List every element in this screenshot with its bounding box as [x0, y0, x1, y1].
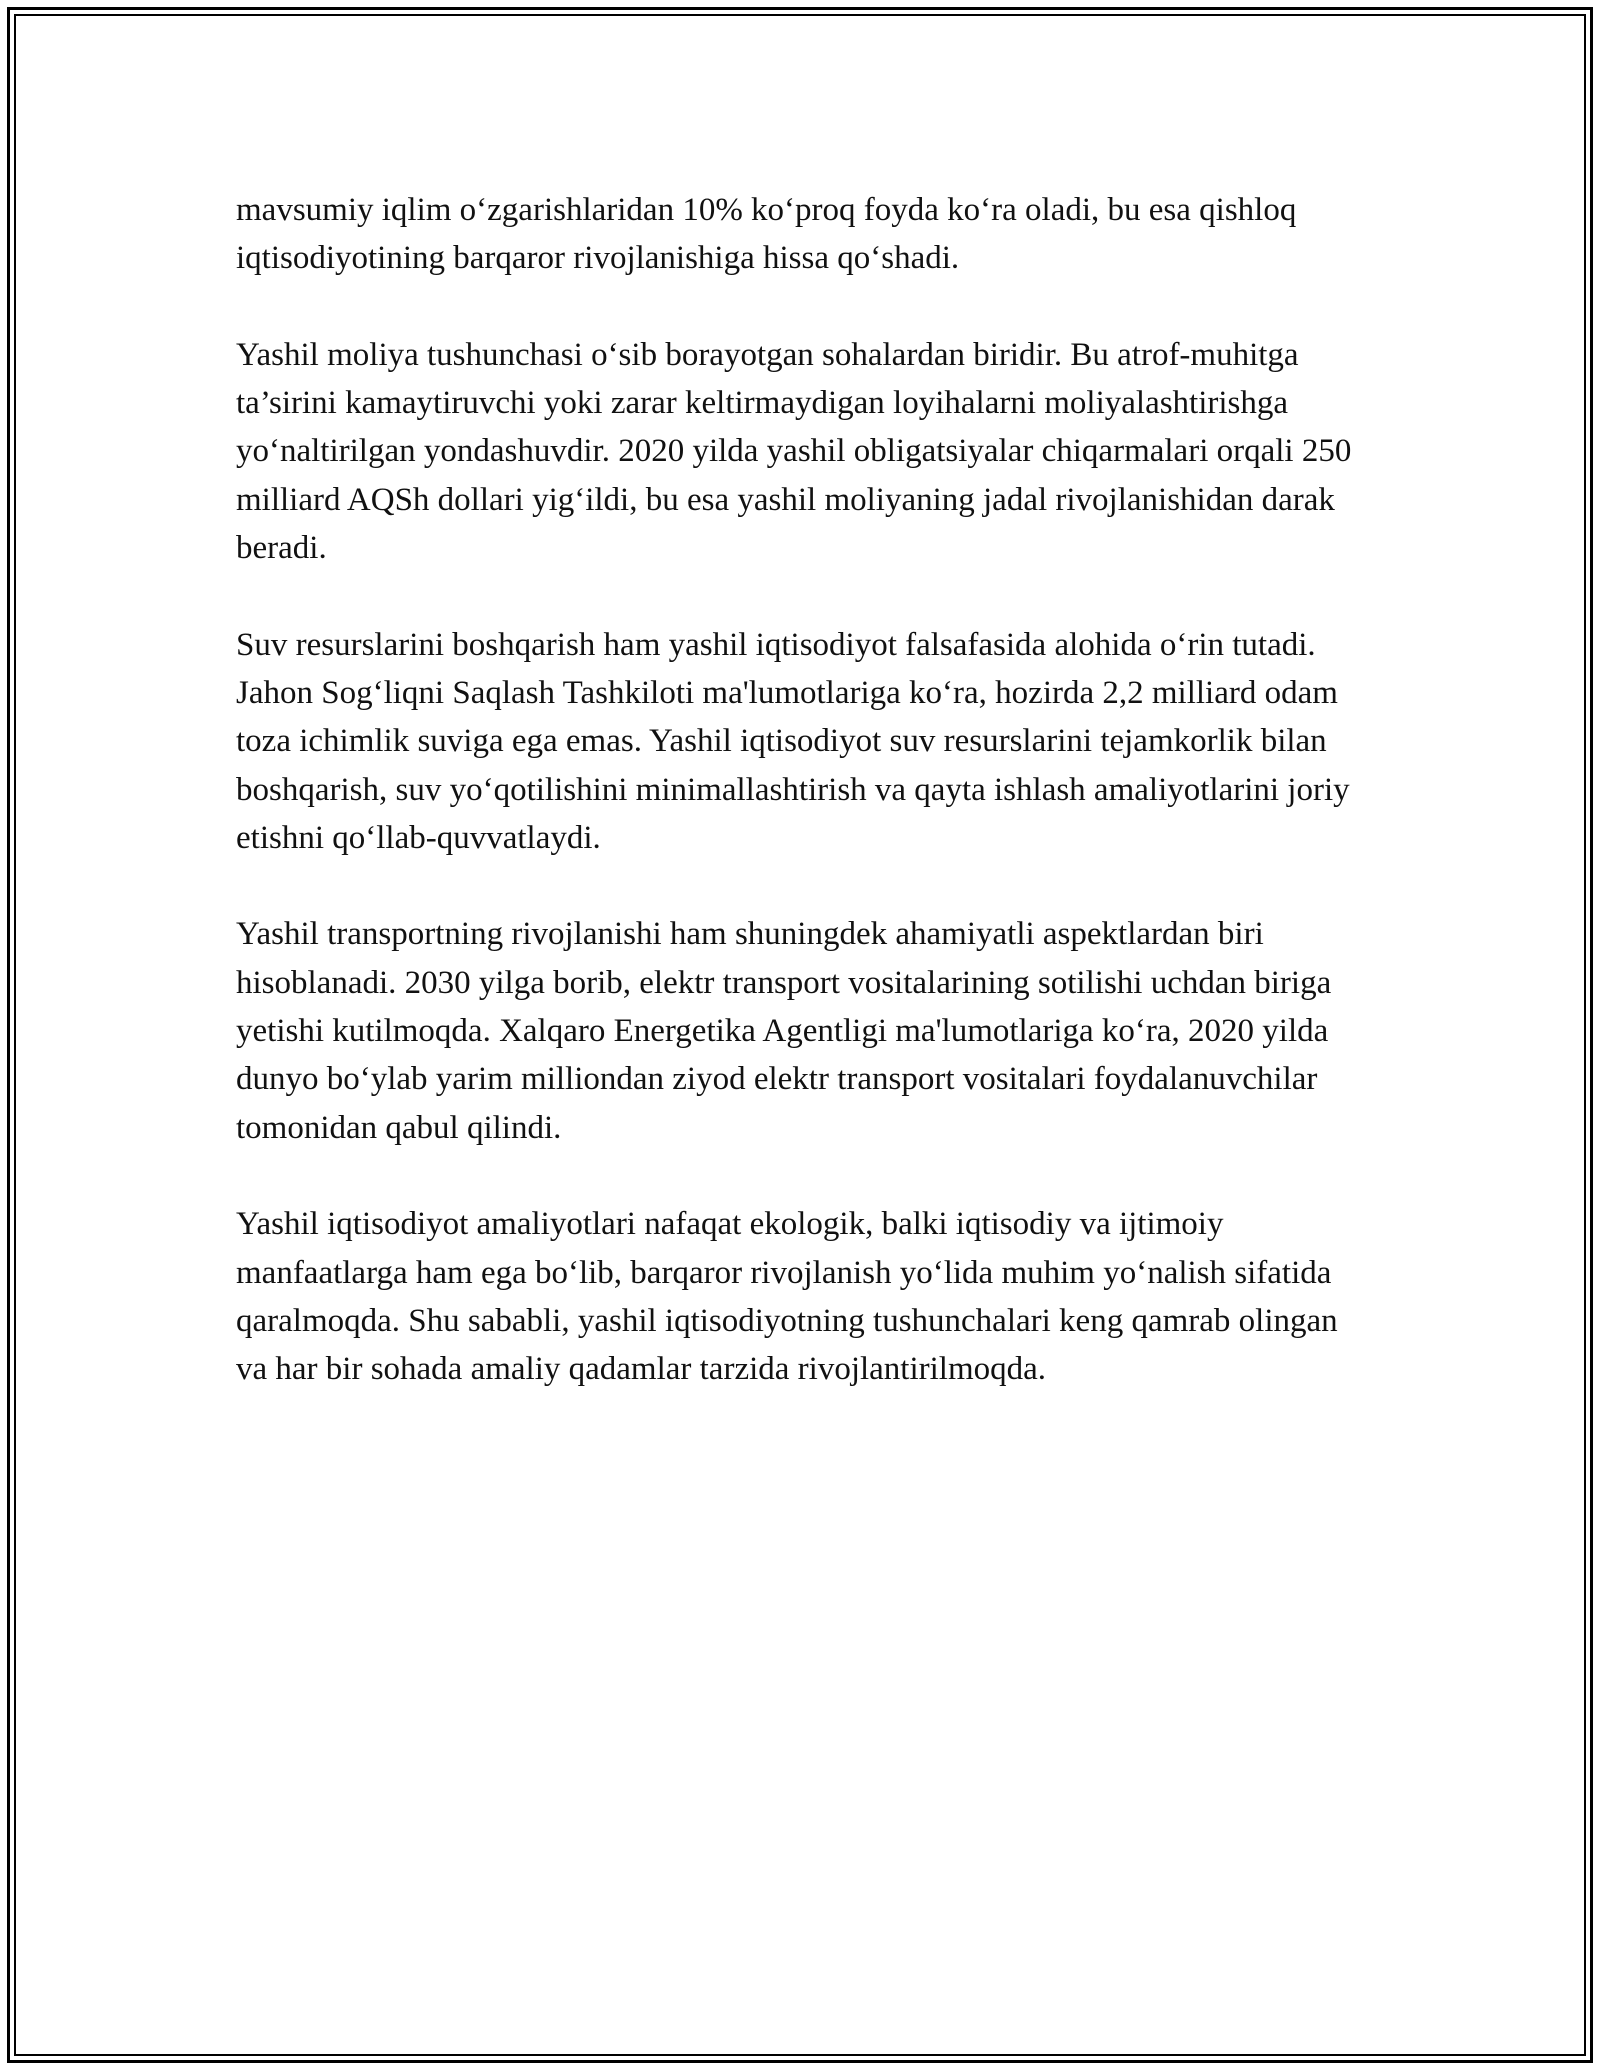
- paragraph: Suv resurslarini boshqarish ham yashil iqtisodiyot falsafasida alohida o‘rin tutadi. Jahon Sog‘liqni Saqlash Tashkiloti ma'lumotlariga ko‘ra, hozirda 2,2 milliard odam toza ichimlik suviga ega emas. Yashil iqtisodiyot suv resurslarini tejamkorlik bilan boshqarish, suv yo‘qotilishini minimallashtirish va qayta ishlash amaliyotlarini joriy etishni qo‘llab-quvvatlaydi.: [236, 626, 1350, 856]
- paragraph: Yashil iqtisodiyot amaliyotlari nafaqat ekologik, balki iqtisodiy va ijtimoiy manfaatlarga ham ega bo‘lib, barqaror rivojlanish yo‘lida muhim yo‘nalish sifatida qaralmoqda. Shu sababli, yashil iqtisodiyotning tushunchalari keng qamrab olingan va har bir sohada amaliy qadamlar tarzida rivojlantirilmoqda.: [236, 1206, 1338, 1388]
- paragraph: Yashil moliya tushunchasi o‘sib borayotgan sohalardan biridir. Bu atrof-muhitga ta’sirini kamaytiruvchi yoki zarar keltirmaydigan loyihalarni moliyalashtirishga yo‘naltirilgan yondashuvdir. 2020 yilda yashil obligatsiyalar chiqarmalari orqali 250 milliard AQSh dollari yig‘ildi, bu esa yashil moliyaning jadal rivojlanishidan darak beradi.: [236, 336, 1352, 567]
- paragraph: mavsumiy iqlim o‘zgarishlaridan 10% ko‘proq foyda ko‘ra oladi, bu esa qishloq iqtisodiyotining barqaror rivojlanishiga hissa qo‘shadi.: [236, 192, 1297, 277]
- document-body: [236, 186, 1356, 1442]
- paragraph: Yashil transportning rivojlanishi ham shuningdek ahamiyatli aspektlardan biri hisoblanadi. 2030 yilga borib, elektr transport vositalarining sotilishi uchdan biriga yetishi kutilmoqda. Xalqaro Energetika Agentligi ma'lumotlariga ko‘ra, 2020 yilda dunyo bo‘ylab yarim milliondan ziyod elektr transport vositalari foydalanuvchilar tomonidan qabul qilindi.: [236, 916, 1332, 1146]
